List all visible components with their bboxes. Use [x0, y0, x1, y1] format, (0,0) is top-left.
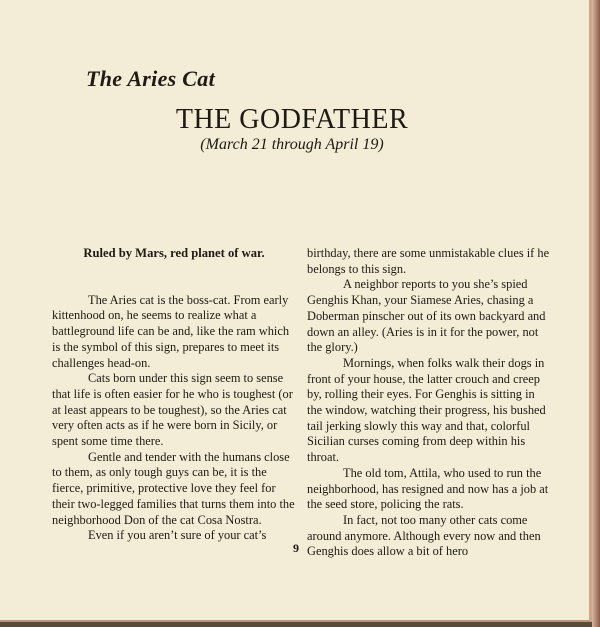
- paragraph: Cats born under this sign seem to sense that life is often easier for he who is toughest (or at least appears to be toughest), so the Aries cat very often acts as if he were born in Sicily, or spent some time there.: [52, 371, 293, 449]
- ruling-planet-line: Ruled by Mars, red planet of war.: [83, 246, 265, 260]
- page-title: THE GODFATHER: [175, 104, 409, 135]
- date-range: (March 21 through April 19): [200, 136, 384, 153]
- page-number: 9: [293, 541, 299, 555]
- right-column: [307, 246, 551, 560]
- page-edge: [592, 0, 600, 627]
- paragraph: Even if you aren’t sure of your cat’s: [88, 528, 267, 543]
- paragraph: The old tom, Attila, who used to run the neighborhood, has resigned and now has a job at the seed store, policing the rats.: [307, 465, 549, 512]
- paragraph: birthday, there are some unmistakable clues if he belongs to this sign.: [307, 246, 550, 276]
- paragraph: A neighbor reports to you she’s spied Genghis Khan, your Siamese Aries, chasing a Doberman pinscher out of its own backyard and down an alley. (Aries is in it for the power, not the glory.): [307, 277, 546, 355]
- paragraph: The Aries cat is the boss-cat. From early kittenhood on, he seems to realize what a battleground life can be and, like the ram which is the symbol of this sign, prepares to meet its challenges head-on.: [52, 292, 290, 370]
- paragraph: Gentle and tender with the humans close to them, as only tough guys can be, it is the fierce, primitive, protective love they feel for their two-legged families that turns them into the neighborhood Don of the cat Cosa Nostra.: [52, 449, 295, 527]
- chapter-kicker: The Aries Cat: [86, 66, 215, 91]
- left-column: [52, 246, 296, 544]
- paragraph: Mornings, when folks walk their dogs in front of your house, the latter crouch and creep by, rolling their eyes. For Genghis is sitting in the window, watching their progress, his bushed tail jerking slowly this way and that, colorful Sicilian curses coming from deep within his throat.: [307, 355, 546, 465]
- paragraph: In fact, not too many other cats come around anymore. Although every now and then Genghis does allow a bit of hero: [307, 512, 541, 559]
